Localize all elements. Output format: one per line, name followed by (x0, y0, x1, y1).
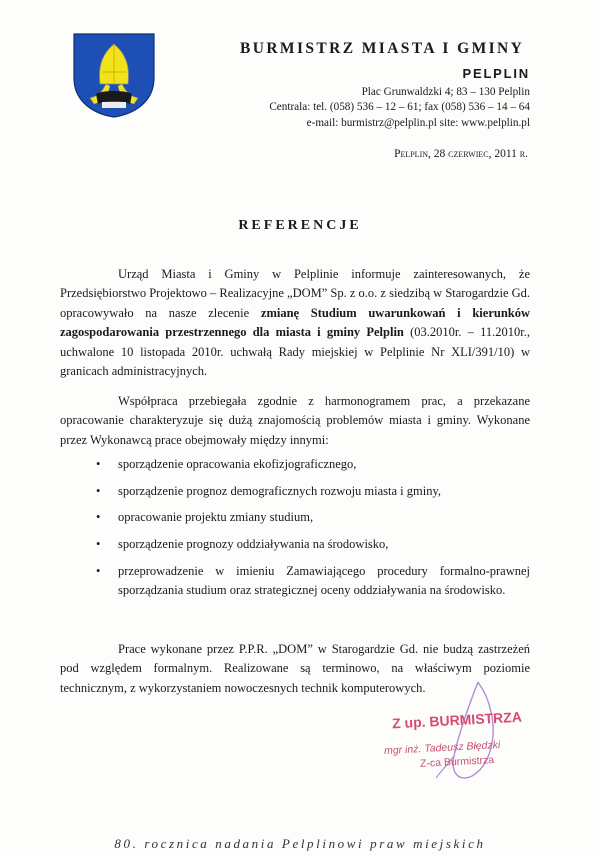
letterhead-title: BURMISTRZ MIASTA I GMINY (240, 40, 525, 57)
stamp-role: Z-ca Burmistrza (419, 754, 495, 770)
coat-of-arms-emblem (72, 32, 156, 118)
list-item: • sporządzenie prognozy oddziaływania na środowisko, (96, 535, 530, 554)
handwritten-signature (420, 678, 530, 786)
paragraph-cooperation: Współpraca przebiegała zgodnie z harmonogramem prac, a przekazane opracowanie charakteryzuje się dużą znajomością problemów miasta i gminy. Wykonane przez Wykonawcą prace obejmowały między innymi: (60, 394, 530, 447)
list-item: • przeprowadzenie w imieniu Zamawiającego procedury formalno-prawnej sporządzania studium oraz strategicznej oceny oddziaływania na środowisko. (96, 562, 530, 601)
paragraph-intro (60, 265, 530, 381)
letterhead-contact: e-mail: burmistrz@pelplin.pl site: www.pelplin.pl (306, 117, 530, 129)
letterhead-address: Plac Grunwaldzki 4; 83 – 130 Pelplin (361, 86, 530, 98)
letterhead-phone: Centrala: tel. (058) 536 – 12 – 61; fax (058) 536 – 14 – 64 (269, 101, 530, 113)
letterhead-city: PELPLIN (462, 66, 530, 81)
list-item: • opracowanie projektu zmiany studium, (96, 508, 530, 527)
paragraph-intro-bold: zmianę Studium uwarunkowań i kierunków zagospodarowania przestrzennego dla miasta i gminy Pelplin (60, 305, 531, 340)
letter-date: Pelplin, 28 czerwiec, 2011 r. (394, 148, 528, 160)
document-heading: REFERENCJE (238, 218, 362, 233)
paragraph-intro-text-b: (03.2010r. – 11.2010r., uchwalone 10 listopada 2010r. uchwałą Rady miejskiej w Pelplinie Nr XLI/391/10) w granicach administracyjnych. (60, 325, 530, 379)
scope-list (96, 455, 530, 608)
list-item: • sporządzenie opracowania ekofizjograficznego, (96, 455, 530, 474)
list-item: • sporządzenie prognoz demograficznych rozwoju miasta i gminy, (96, 482, 530, 501)
stamp-name: mgr inż. Tadeusz Błędzki (383, 738, 501, 758)
paragraph-assessment: Prace wykonane przez P.P.R. „DOM” w Starogardzie Gd. nie budzą zastrzeżeń pod względem formalnym. Realizowane są terminowo, na właściwym poziomie technicznym, z wykorzystaniem nowoczesnych technik komputerowych. (60, 642, 530, 695)
paragraph-intro-text-a: Urząd Miasta i Gminy w Pelplinie informuje zainteresowanych, że Przedsiębiorstwo Projektowo – Realizacyjne „DOM” Sp. z o.o. z siedzibą w Starogardzie Gd. opracowywało na nasze zlecenie (60, 267, 531, 320)
footer-anniversary: 80. rocznica nadania Pelplinowi praw miejskich (114, 836, 486, 851)
stamp-heading: Z up. BURMISTRZA (391, 708, 523, 732)
